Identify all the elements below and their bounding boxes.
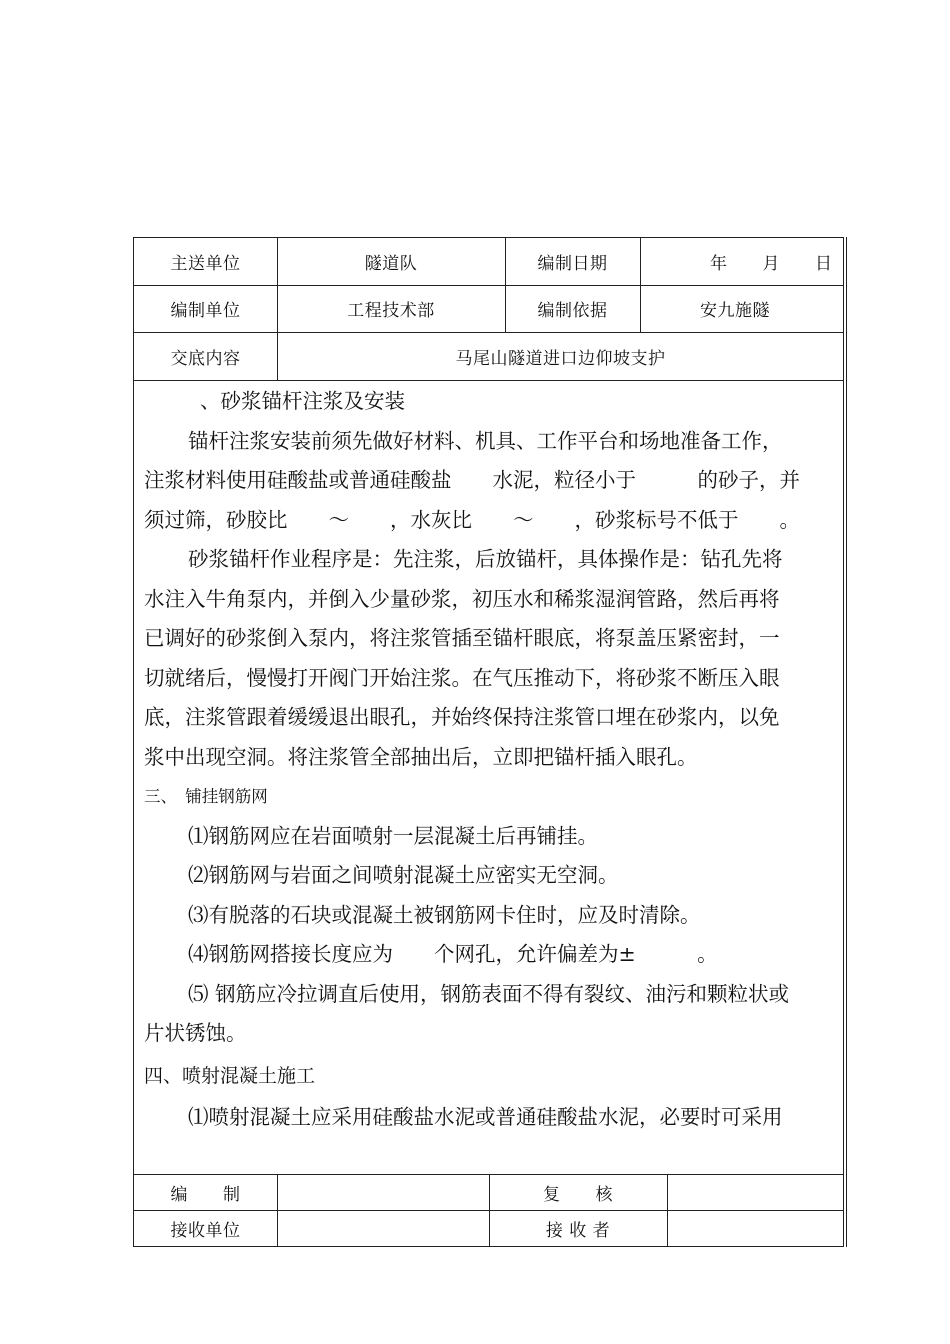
body-line: ⑶有脱落的石块或混凝土被钢筋网卡住时，应及时清除。 xyxy=(188,902,701,927)
body-line: ⑷钢筋网搭接长度应为 个网孔，允许偏差为± 。 xyxy=(188,942,718,966)
footer-receive-unit-field[interactable] xyxy=(277,1210,489,1247)
basis-value: 安九施隧 xyxy=(700,301,770,321)
body-line: 水注入牛角泵内，并倒入少量砂浆，初压水和稀浆湿润管路，然后再将 xyxy=(144,586,780,611)
disclosure-body xyxy=(144,382,835,1137)
content-label: 交底内容 xyxy=(170,348,241,369)
prepare-unit-label: 编制单位 xyxy=(170,301,241,321)
body-line: 砂浆锚杆作业程序是：先注浆，后放锚杆，具体操作是：钻孔先将 xyxy=(188,547,783,571)
body-line: 已调好的砂浆倒入泵内，将注浆管插至锚杆眼底，将泵盖压紧密封，一 xyxy=(144,626,780,650)
date-label: 编制日期 xyxy=(537,254,608,274)
body-line: ⑸ 钢筋应冷拉调直后使用，钢筋表面不得有裂纹、油污和颗粒状或 xyxy=(188,981,790,1006)
footer-review-label: 复 核 xyxy=(543,1184,613,1205)
section-title-shotcrete: 四、喷射混凝土施工 xyxy=(144,1064,316,1087)
body-line: 浆中出现空洞。将注浆管全部抽出后，立即把锚杆插入眼孔。 xyxy=(144,744,698,769)
content-title: 马尾山隧道进口边仰坡支护 xyxy=(455,348,666,369)
header-divider xyxy=(134,380,843,381)
body-line: 须过筛，砂胶比 ～ ，水灰比 ～ ，砂浆标号不低于 。 xyxy=(144,507,800,532)
prepare-unit-value: 工程技术部 xyxy=(347,301,435,321)
send-unit-value: 隧道队 xyxy=(364,254,418,274)
body-line: ⑴钢筋网应在岩面喷射一层混凝土后再铺挂。 xyxy=(188,823,598,848)
disclosure-form xyxy=(133,237,844,1247)
section-title-steel-mesh: 三、 铺挂钢筋网 xyxy=(144,787,268,806)
footer-receiver-label: 接 收 者 xyxy=(545,1221,611,1241)
send-unit-label: 主送单位 xyxy=(170,254,241,274)
footer-review-field[interactable] xyxy=(667,1174,844,1210)
section-title-mortar-bolt: 、砂浆锚杆注浆及安装 xyxy=(200,389,405,413)
body-line: 注浆材料使用硅酸盐或普通硅酸盐 水泥，粒径小于 的砂子，并 xyxy=(144,468,800,492)
body-line: ⑵钢筋网与岩面之间喷射混凝土应密实无空洞。 xyxy=(188,863,619,887)
footer-receiver-field[interactable] xyxy=(667,1210,844,1247)
body-line: ⑴喷射混凝土应采用硅酸盐水泥或普通硅酸盐水泥，必要时可采用 xyxy=(188,1104,783,1129)
date-value: 年 月 日 xyxy=(710,254,833,274)
body-line: 片状锈蚀。 xyxy=(144,1021,247,1045)
footer-receive-unit-label: 接收单位 xyxy=(170,1221,241,1241)
footer-prepare-label: 编 制 xyxy=(170,1184,241,1205)
footer-prepare-field[interactable] xyxy=(277,1174,489,1210)
body-line: 锚杆注浆安装前须先做好材料、机具、工作平台和场地准备工作， xyxy=(188,428,783,453)
body-line: 切就绪后，慢慢打开阀门开始注浆。在气压推动下，将砂浆不断压入眼 xyxy=(144,665,780,690)
basis-label: 编制依据 xyxy=(537,301,608,321)
body-line: 底，注浆管跟着缓缓退出眼孔，并始终保持注浆管口埋在砂浆内，以免 xyxy=(144,705,780,729)
